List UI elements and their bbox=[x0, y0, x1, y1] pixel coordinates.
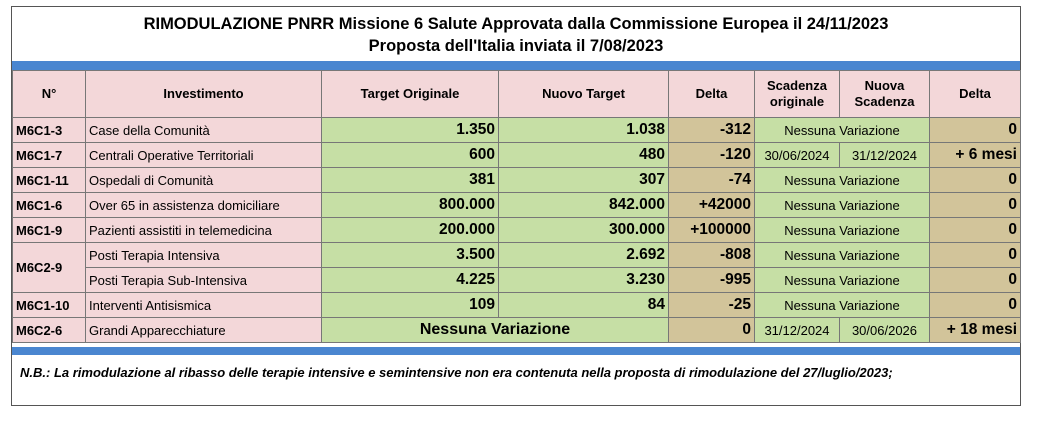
row-delta: -995 bbox=[669, 268, 755, 293]
row-delta: -74 bbox=[669, 168, 755, 193]
row-variazione: Nessuna Variazione bbox=[755, 193, 930, 218]
row-investimento: Centrali Operative Territoriali bbox=[86, 143, 322, 168]
row-target-originale: 4.225 bbox=[322, 268, 499, 293]
table-row bbox=[13, 118, 1021, 143]
title-line-1: RIMODULAZIONE PNRR Missione 6 Salute Approvata dalla Commissione Europea il 24/11/2023 bbox=[143, 15, 889, 33]
row-target-originale: 3.500 bbox=[322, 243, 499, 268]
table-row bbox=[13, 168, 1021, 193]
row-investimento: Pazienti assistiti in telemedicina bbox=[86, 218, 322, 243]
row-investimento: Ospedali di Comunità bbox=[86, 168, 322, 193]
table-row bbox=[13, 218, 1021, 243]
header-scadenza-originale-line2: originale bbox=[769, 94, 825, 109]
row-target-originale: 109 bbox=[322, 293, 499, 318]
header-investimento: Investimento bbox=[86, 71, 322, 118]
table-row bbox=[13, 193, 1021, 218]
row-scadenza-originale: 30/06/2024 bbox=[755, 143, 840, 168]
row-delta-scadenza: 0 bbox=[930, 268, 1021, 293]
row-investimento: Posti Terapia Intensiva bbox=[86, 243, 322, 268]
footnote: N.B.: La rimodulazione al ribasso delle terapie intensive e semintensive non era contenuta nella proposta di rimodulazione del 27/luglio/2023; bbox=[20, 365, 893, 380]
row-nuovo-target: 84 bbox=[499, 293, 669, 318]
row-target-originale: 1.350 bbox=[322, 118, 499, 143]
row-variazione: Nessuna Variazione bbox=[755, 243, 930, 268]
row-target-originale: 600 bbox=[322, 143, 499, 168]
row-code: M6C1-7 bbox=[13, 143, 86, 168]
row-code: M6C1-10 bbox=[13, 293, 86, 318]
row-delta: -312 bbox=[669, 118, 755, 143]
row-investimento: Over 65 in assistenza domiciliare bbox=[86, 193, 322, 218]
row-investimento: Case della Comunità bbox=[86, 118, 322, 143]
row-delta: +100000 bbox=[669, 218, 755, 243]
row-delta-scadenza: 0 bbox=[930, 118, 1021, 143]
blue-band-bottom bbox=[12, 347, 1020, 355]
row-variazione: Nessuna Variazione bbox=[755, 293, 930, 318]
header-n: N° bbox=[13, 71, 86, 118]
row-nuovo-target: 3.230 bbox=[499, 268, 669, 293]
header-nuovo-target: Nuovo Target bbox=[499, 71, 669, 118]
header-scadenza-originale bbox=[755, 71, 840, 118]
row-code: M6C2-9 bbox=[13, 243, 86, 293]
row-nuovo-target: 300.000 bbox=[499, 218, 669, 243]
row-variazione: Nessuna Variazione bbox=[755, 268, 930, 293]
row-code: M6C2-6 bbox=[13, 318, 86, 343]
row-nuovo-target: 2.692 bbox=[499, 243, 669, 268]
row-code: M6C1-11 bbox=[13, 168, 86, 193]
row-nuovo-target: 307 bbox=[499, 168, 669, 193]
row-delta-scadenza: 0 bbox=[930, 218, 1021, 243]
header-nuova-scadenza-line2: Scadenza bbox=[854, 94, 915, 109]
row-variazione: Nessuna Variazione bbox=[755, 118, 930, 143]
row-delta: -25 bbox=[669, 293, 755, 318]
header-nuova-scadenza-line1: Nuova bbox=[864, 78, 905, 93]
row-nuova-scadenza: 31/12/2024 bbox=[840, 143, 930, 168]
row-investimento: Posti Terapia Sub-Intensiva bbox=[86, 268, 322, 293]
row-target-merged: Nessuna Variazione bbox=[322, 318, 669, 343]
table-row bbox=[13, 318, 1021, 343]
row-delta: 0 bbox=[669, 318, 755, 343]
row-code: M6C1-3 bbox=[13, 118, 86, 143]
row-nuovo-target: 1.038 bbox=[499, 118, 669, 143]
row-nuovo-target: 842.000 bbox=[499, 193, 669, 218]
header-nuova-scadenza bbox=[840, 71, 930, 118]
row-variazione: Nessuna Variazione bbox=[755, 218, 930, 243]
row-variazione: Nessuna Variazione bbox=[755, 168, 930, 193]
header-scadenza-originale-line1: Scadenza bbox=[767, 78, 827, 93]
row-code: M6C1-6 bbox=[13, 193, 86, 218]
row-delta-scadenza: 0 bbox=[930, 193, 1021, 218]
table-row bbox=[13, 243, 1021, 268]
row-delta-scadenza: + 18 mesi bbox=[930, 318, 1021, 343]
row-delta-scadenza: 0 bbox=[930, 168, 1021, 193]
blue-band-top bbox=[12, 61, 1020, 70]
row-delta-scadenza: 0 bbox=[930, 293, 1021, 318]
document-frame bbox=[11, 6, 1021, 406]
row-delta: +42000 bbox=[669, 193, 755, 218]
row-delta-scadenza: 0 bbox=[930, 243, 1021, 268]
row-target-originale: 381 bbox=[322, 168, 499, 193]
row-code: M6C1-9 bbox=[13, 218, 86, 243]
row-delta: -808 bbox=[669, 243, 755, 268]
row-delta: -120 bbox=[669, 143, 755, 168]
row-delta-scadenza: + 6 mesi bbox=[930, 143, 1021, 168]
table-header-row bbox=[13, 71, 1021, 118]
row-target-originale: 800.000 bbox=[322, 193, 499, 218]
investments-table bbox=[12, 70, 1021, 343]
row-investimento: Interventi Antisismica bbox=[86, 293, 322, 318]
row-scadenza-originale: 31/12/2024 bbox=[755, 318, 840, 343]
table-row bbox=[13, 143, 1021, 168]
header-delta: Delta bbox=[669, 71, 755, 118]
row-nuova-scadenza: 30/06/2026 bbox=[840, 318, 930, 343]
row-nuovo-target: 480 bbox=[499, 143, 669, 168]
row-investimento: Grandi Apparecchiature bbox=[86, 318, 322, 343]
table-row bbox=[13, 268, 1021, 293]
page-title bbox=[12, 7, 1020, 61]
row-target-originale: 200.000 bbox=[322, 218, 499, 243]
header-delta-scadenza: Delta bbox=[930, 71, 1021, 118]
header-target-originale: Target Originale bbox=[322, 71, 499, 118]
title-line-2: Proposta dell'Italia inviata il 7/08/2023 bbox=[368, 37, 664, 55]
table-row bbox=[13, 293, 1021, 318]
